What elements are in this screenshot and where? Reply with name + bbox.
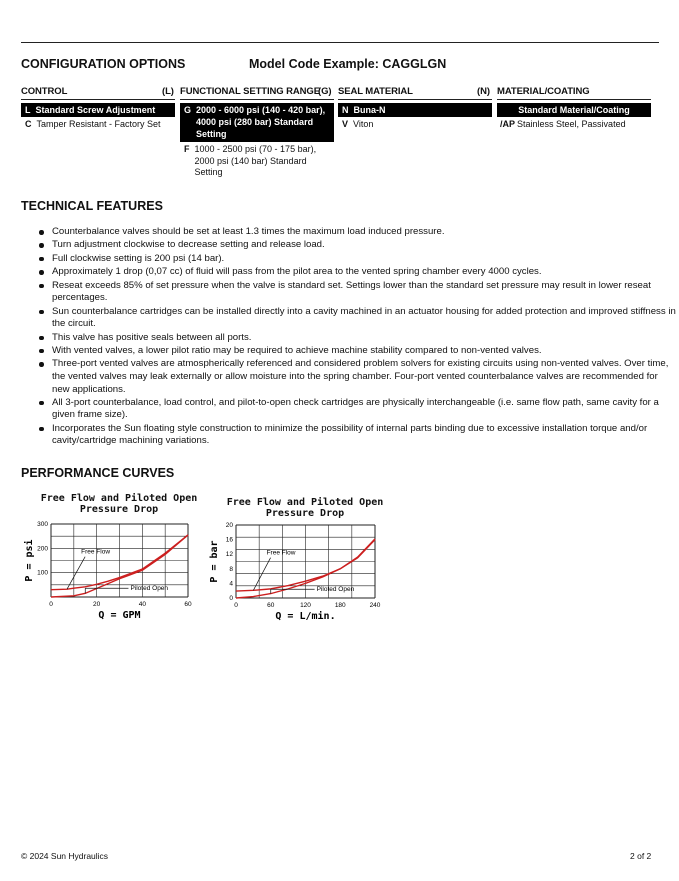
y-tick-label: 200: [37, 545, 48, 553]
annotation-label: Piloted Open: [316, 586, 355, 594]
model-code-example: Model Code Example: CAGGLGN: [249, 57, 447, 71]
top-rule: [21, 42, 659, 43]
annotation-label: Free Flow: [266, 549, 296, 557]
feature-item: With vented valves, a lower pilot ratio may be required to achieve machine stability compared to non-vented valves.: [52, 345, 676, 358]
column-divider: [180, 99, 334, 100]
option-coating-selected: Standard Material/Coating: [497, 103, 651, 117]
annotation-label: Piloted Open: [130, 585, 169, 593]
option-coating: /AP Stainless Steel, Passivated: [500, 119, 626, 129]
option-control: C Tamper Resistant - Factory Set: [25, 119, 161, 129]
y-tick-label: 8: [229, 565, 233, 573]
x-axis-label: Q = GPM: [98, 610, 141, 621]
x-tick-label: 0: [234, 602, 238, 609]
feature-item: Turn adjustment clockwise to decrease setting and release load.: [52, 239, 676, 252]
feature-item: All 3-port counterbalance, load control, and pilot-to-open check cartridges are physically interchangeable (i.e. same flow path, same cavity for a given frame size).: [52, 397, 676, 422]
column-code-seal: (N): [477, 86, 490, 97]
option-setting: F 1000 - 2500 psi (70 - 175 bar), 2000 psi (140 bar) Standard Setting: [184, 144, 317, 177]
column-header-seal: SEAL MATERIAL: [338, 86, 413, 97]
pressure-drop-chart-gpm: [20, 518, 200, 624]
y-tick-label: 20: [225, 522, 233, 529]
column-divider: [21, 99, 175, 100]
column-header-setting: FUNCTIONAL SETTING RANGE: [180, 86, 320, 97]
option-seal: V Viton: [342, 119, 374, 129]
feature-item: Approximately 1 drop (0,07 cc) of fluid will pass from the pilot area to the vented spring chamber every 4000 cycles.: [52, 266, 676, 279]
y-tick-label: 0: [229, 595, 233, 602]
y-axis-label: P = bar: [209, 540, 220, 583]
annotation-leader: [253, 558, 270, 591]
technical-features-title: TECHNICAL FEATURES: [21, 199, 163, 213]
column-header-control: CONTROL: [21, 86, 68, 97]
x-axis-label: Q = L/min.: [275, 611, 336, 622]
performance-curves-title: PERFORMANCE CURVES: [21, 466, 175, 480]
x-tick-label: 240: [369, 602, 381, 609]
feature-item: Reseat exceeds 85% of set pressure when the valve is standard set. Settings lower than the standard set pressure may result in lower reseat percentages.: [52, 280, 676, 305]
feature-item: Incorporates the Sun floating style construction to minimize the possibility of internal parts binding due to excessive installation torque and/or cavity/cartridge machining variations.: [52, 423, 676, 448]
column-divider: [497, 99, 651, 100]
pressure-drop-chart-lpm: [206, 520, 386, 624]
x-tick-label: 40: [138, 601, 146, 608]
footer-copyright: © 2024 Sun Hydraulics: [21, 851, 109, 861]
column-header-coating: MATERIAL/COATING: [497, 86, 590, 97]
x-tick-label: 120: [300, 602, 311, 609]
feature-item: Three-port vented valves are atmospherically referenced and considered problem solvers for existing circuits using non-vented valves. Over time, the vented valves may leak externally or allow moisture into the spring chamber. Four-port vented counterbalance valves are recommended for new applications.: [52, 358, 676, 396]
configuration-options-title: CONFIGURATION OPTIONS: [21, 57, 186, 71]
footer-page-number: 2 of 2: [630, 851, 652, 861]
feature-item: Full clockwise setting is 200 psi (14 bar).: [52, 253, 676, 266]
x-tick-label: 0: [49, 601, 53, 608]
feature-item: Sun counterbalance cartridges can be installed directly into a cavity machined in an actuator housing for added protection and improved stiffness in the circuit.: [52, 305, 676, 330]
feature-item: Counterbalance valves should be set at least 1.3 times the maximum load induced pressure.: [52, 226, 676, 239]
option-seal-selected: N Buna-N: [338, 103, 492, 117]
x-tick-label: 60: [184, 601, 192, 608]
column-divider: [338, 99, 492, 100]
x-tick-label: 20: [93, 601, 101, 608]
y-tick-label: 100: [37, 569, 48, 577]
y-tick-label: 300: [37, 521, 48, 528]
y-tick-label: 16: [225, 536, 233, 544]
option-setting-selected: G 2000 - 6000 psi (140 - 420 bar), 4000 psi (280 bar) Standard Setting: [180, 103, 334, 142]
x-tick-label: 180: [334, 602, 346, 609]
x-tick-label: 60: [267, 602, 275, 609]
chart-title: Free Flow and Piloted Open Pressure Drop: [226, 497, 384, 519]
y-tick-label: 12: [225, 551, 233, 559]
feature-item: This valve has positive seals between all ports.: [52, 332, 676, 345]
column-code-control: (L): [162, 86, 174, 97]
annotation-label: Free Flow: [81, 548, 111, 556]
y-axis-label: P = psi: [24, 539, 35, 582]
technical-features-list: [38, 226, 676, 449]
option-control-selected: L Standard Screw Adjustment: [21, 103, 175, 117]
chart-title: Free Flow and Piloted Open Pressure Drop: [40, 493, 198, 515]
column-code-setting: (G): [318, 86, 332, 97]
y-tick-label: 4: [229, 580, 233, 588]
